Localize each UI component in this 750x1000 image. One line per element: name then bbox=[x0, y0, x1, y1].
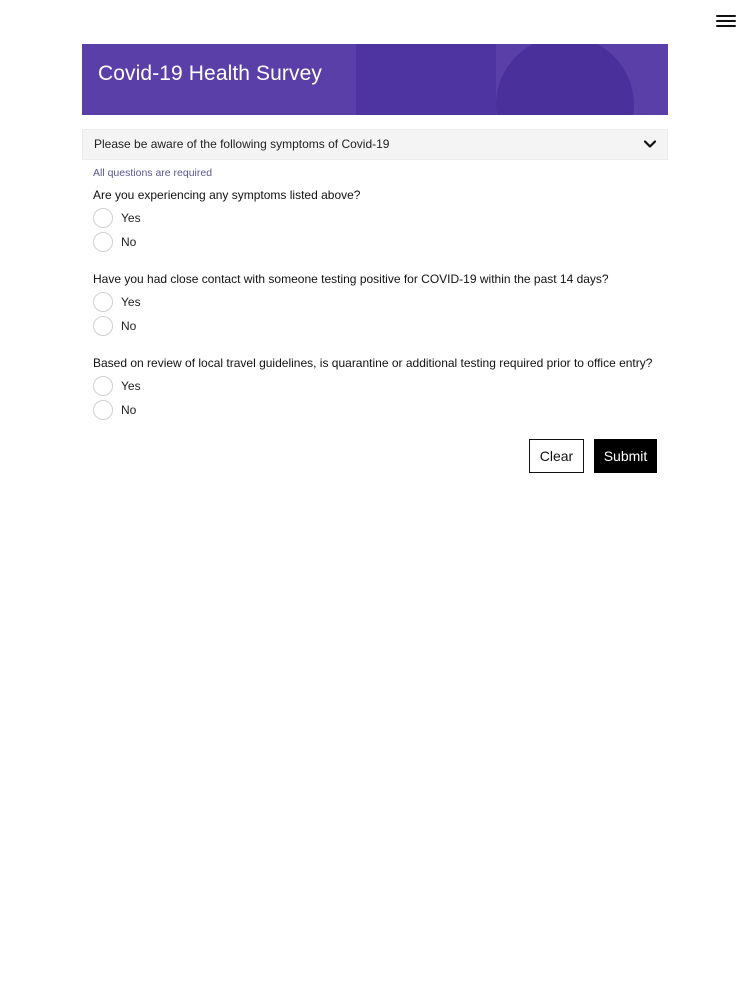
chevron-down-icon bbox=[643, 137, 657, 151]
survey-banner bbox=[82, 44, 668, 115]
required-note: All questions are required bbox=[93, 167, 213, 179]
radio-button[interactable] bbox=[93, 208, 113, 228]
option-label: Yes bbox=[121, 211, 141, 225]
option-label: Yes bbox=[121, 379, 141, 393]
question-travel-guidelines: Based on review of local travel guidelines, is quarantine or additional testing required prior to office entry? bbox=[93, 356, 653, 370]
menu-button[interactable] bbox=[712, 10, 740, 32]
question-close-contact: Have you had close contact with someone testing positive for COVID-19 within the past 14 days? bbox=[93, 272, 609, 286]
radio-button[interactable] bbox=[93, 316, 113, 336]
option-label: No bbox=[121, 403, 137, 417]
radio-button[interactable] bbox=[93, 292, 113, 312]
option-label: Yes bbox=[121, 295, 141, 309]
radio-button[interactable] bbox=[93, 400, 113, 420]
question-symptoms: Are you experiencing any symptoms listed above? bbox=[93, 188, 361, 202]
accordion-label: Please be aware of the following symptoms of Covid-19 bbox=[94, 137, 390, 151]
option-label: No bbox=[121, 319, 137, 333]
hamburger-menu-icon bbox=[716, 15, 736, 17]
symptoms-accordion[interactable] bbox=[82, 129, 668, 160]
radio-button[interactable] bbox=[93, 232, 113, 252]
page-title: Covid-19 Health Survey bbox=[98, 62, 322, 85]
clear-button[interactable]: Clear bbox=[529, 439, 584, 473]
radio-button[interactable] bbox=[93, 376, 113, 396]
option-label: No bbox=[121, 235, 137, 249]
submit-button[interactable]: Submit bbox=[594, 439, 657, 473]
